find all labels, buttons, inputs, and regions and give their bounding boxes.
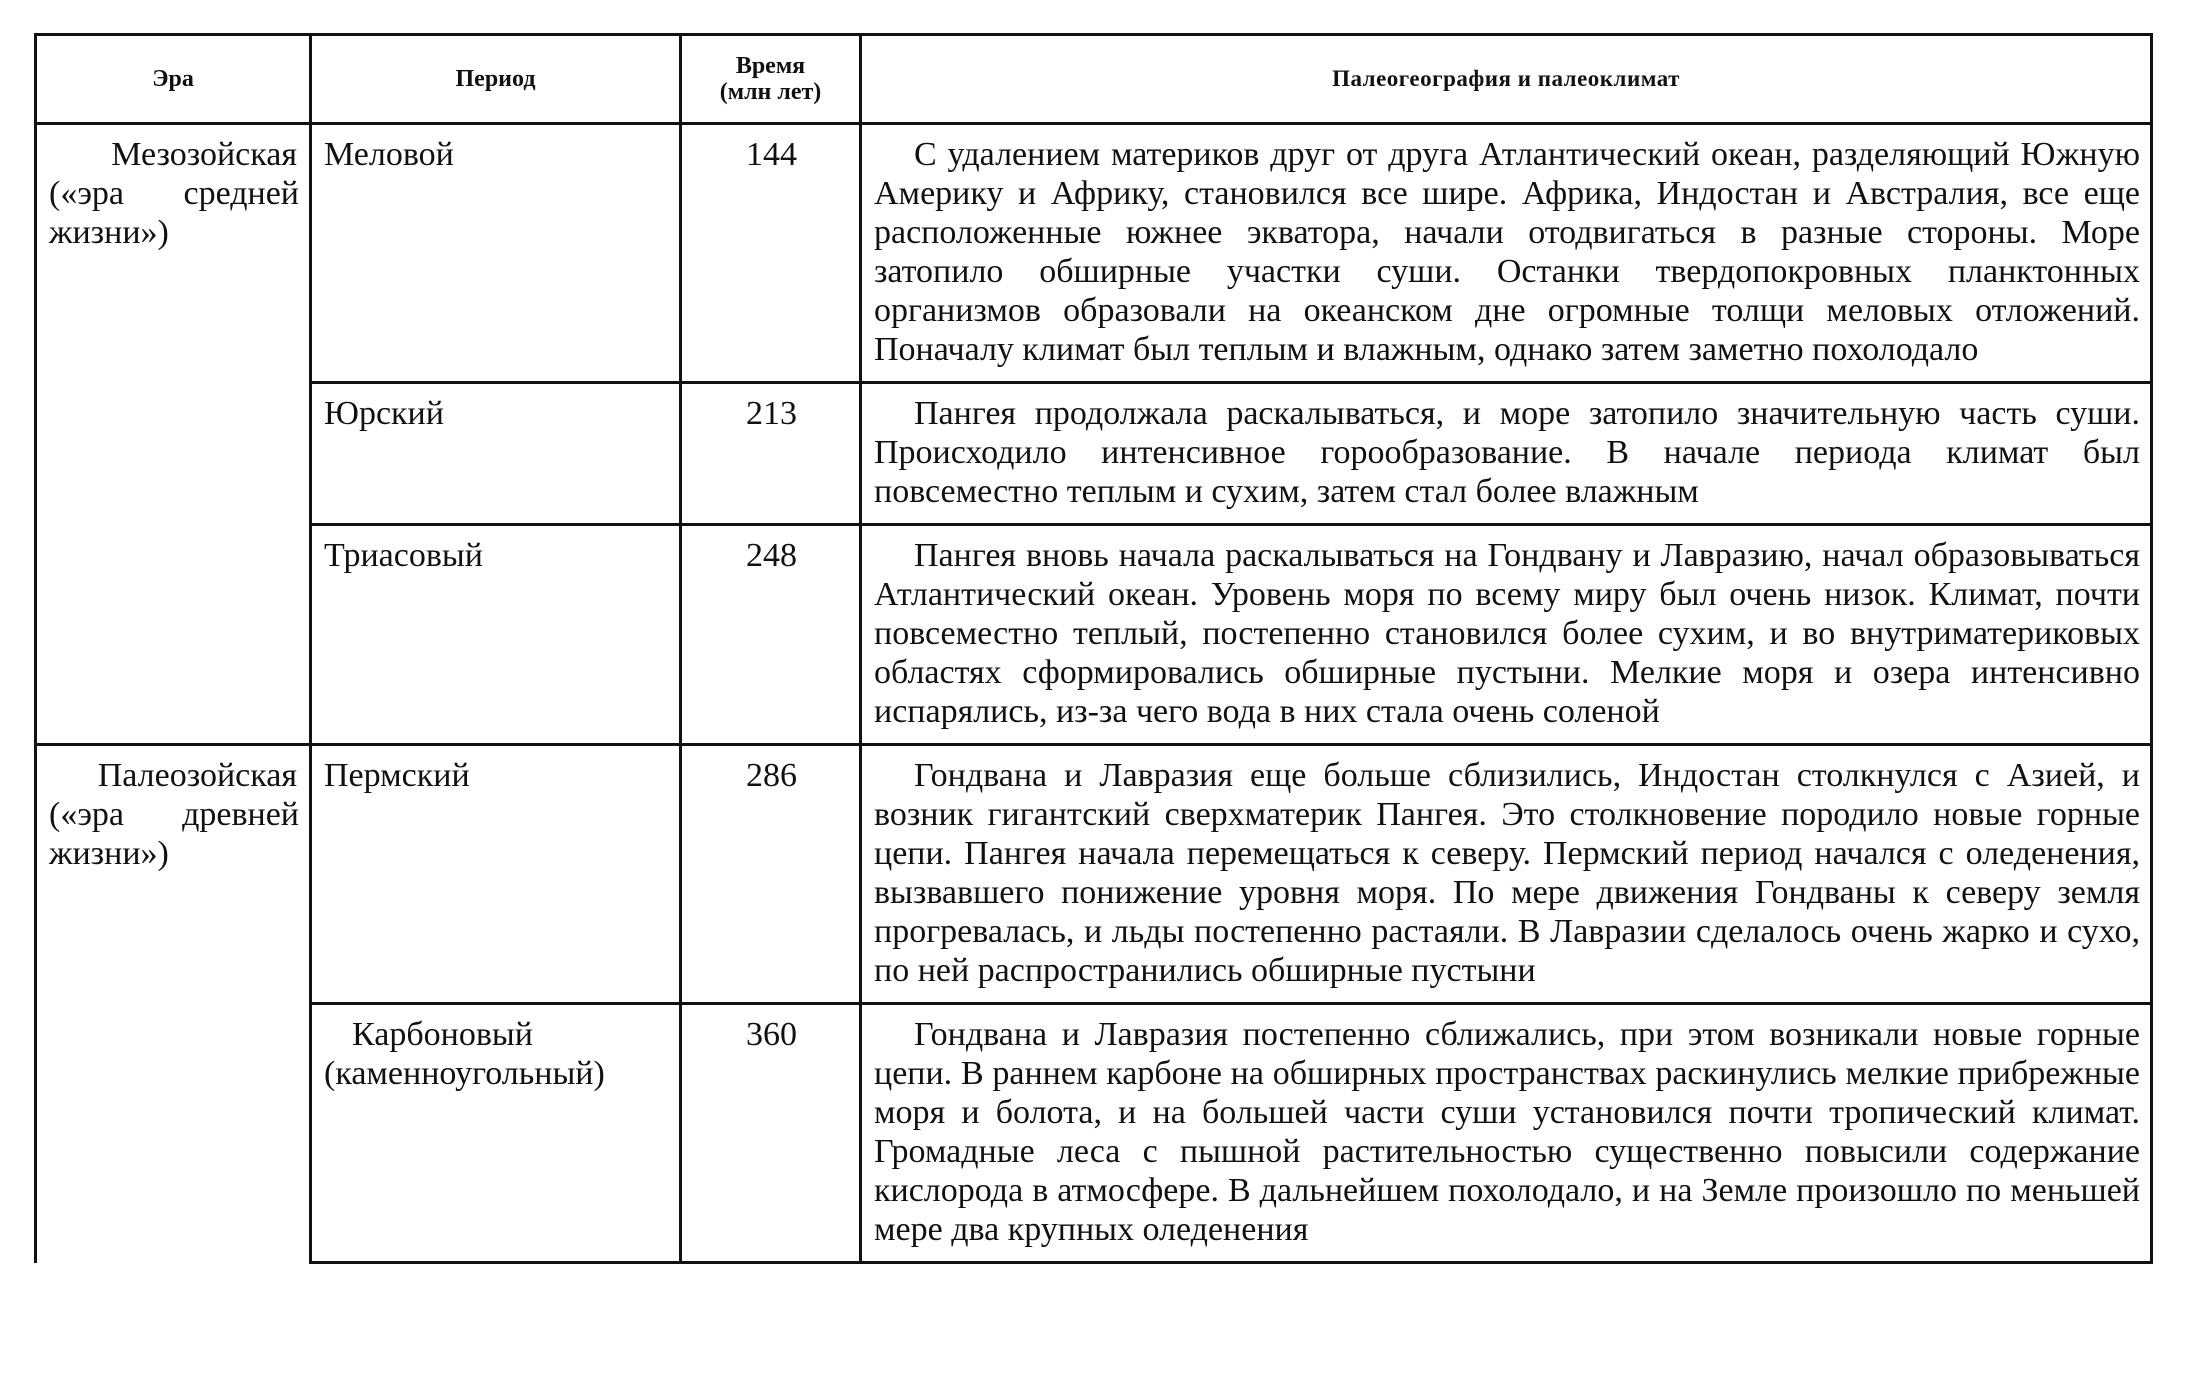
table-header (36, 35, 2152, 124)
period-cell (311, 1004, 681, 1263)
header-time-line1: Время (735, 53, 806, 79)
period-cell (311, 745, 681, 1004)
table-row (36, 745, 2152, 1004)
description-cell (861, 745, 2152, 1004)
era-cell-mesozoic (36, 124, 311, 745)
description-text: Гондвана и Лавразия еще больше сблизились, Индостан столкнулся с Азией, и возник гигантский сверхматерик Пангея. Это столкновение породило новые горные цепи. Пангея начала перемещаться к северу. Пермский период начался с оледенения, вызвавшего понижение уровня моря. По мере движения Гондваны к северу земля прогревалась, и льды постепенно растаяли. В Лавразии сделалось очень жарко и сухо, по ней распространились обширные пустыни (874, 757, 2140, 989)
description-cell (861, 1004, 2152, 1263)
period-name: Юрский (324, 395, 444, 432)
description-cell (861, 525, 2152, 745)
time-cell: 248 (681, 525, 861, 745)
header-description: Палеогеография и палеоклимат (861, 35, 2152, 124)
era-name: Палеозойская (97, 757, 297, 794)
table-row (36, 525, 2152, 745)
period-name-alt: (каменноугольный) (324, 1055, 605, 1092)
header-period: Период (311, 35, 681, 124)
table-row (36, 124, 2152, 383)
era-subtitle-end: жизни») (49, 835, 169, 872)
header-time-line2: (млн лет) (719, 79, 822, 105)
header-time (681, 35, 861, 124)
time-cell: 144 (681, 124, 861, 383)
era-name: Мезозойская (111, 136, 297, 173)
time-cell: 360 (681, 1004, 861, 1263)
description-text: Гондвана и Лавразия постепенно сближались, при этом возникали новые горные цепи. В раннем карбоне на обширных пространствах раскинулись мелкие прибрежные моря и болота, и на большей части суши установился почти тропический климат. Громадные леса с пышной растительностью существенно повысили содержание кислорода в атмосфере. В дальнейшем похолодало, и на Земле произошло по меньшей мере два крупных оледенения (874, 1016, 2140, 1248)
era-subtitle: («эра древней (49, 796, 299, 833)
description-text: Пангея вновь начала раскалываться на Гондвану и Лавразию, начал образовываться Атлантический океан. Уровень моря по всему миру был очень низок. Климат, почти повсеместно теплый, постепенно становился более сухим, и во внутриматериковых областях сформировались обширные пустыни. Мелкие моря и озера интенсивно испарялись, из-за чего вода в них стала очень соленой (874, 537, 2140, 730)
table-row (36, 1004, 2152, 1263)
period-name: Пермский (324, 757, 470, 794)
period-cell (311, 383, 681, 525)
document-page (34, 33, 2150, 1264)
period-cell (311, 124, 681, 383)
description-text: Пангея продолжала раскалываться, и море затопило значительную часть суши. Происходило интенсивное горообразование. В начале периода климат был повсеместно теплым и сухим, затем стал более влажным (874, 395, 2140, 510)
era-subtitle: («эра средней (49, 175, 299, 212)
header-row (36, 35, 2152, 124)
period-name: Триасовый (324, 537, 483, 574)
period-cell (311, 525, 681, 745)
paleogeography-table (34, 33, 2153, 1264)
header-era: Эра (36, 35, 311, 124)
period-name: Карбоновый (352, 1016, 533, 1053)
description-cell (861, 383, 2152, 525)
table-row (36, 383, 2152, 525)
description-text: С удалением материков друг от друга Атлантический океан, разделяющий Южную Америку и Африку, становился все шире. Африка, Индостан и Австралия, все еще расположенные южнее экватора, начали отодвигаться в разные стороны. Море затопило обширные участки суши. Останки твердопокровных планктонных организмов образовали на океанском дне огромные толщи меловых отложений. Поначалу климат был теплым и влажным, однако затем заметно похолодало (874, 136, 2140, 368)
description-cell (861, 124, 2152, 383)
time-cell: 286 (681, 745, 861, 1004)
era-cell-paleozoic (36, 745, 311, 1263)
table-body (36, 124, 2152, 1263)
era-subtitle-end: жизни») (49, 214, 169, 251)
period-name: Меловой (324, 136, 454, 173)
time-cell: 213 (681, 383, 861, 525)
